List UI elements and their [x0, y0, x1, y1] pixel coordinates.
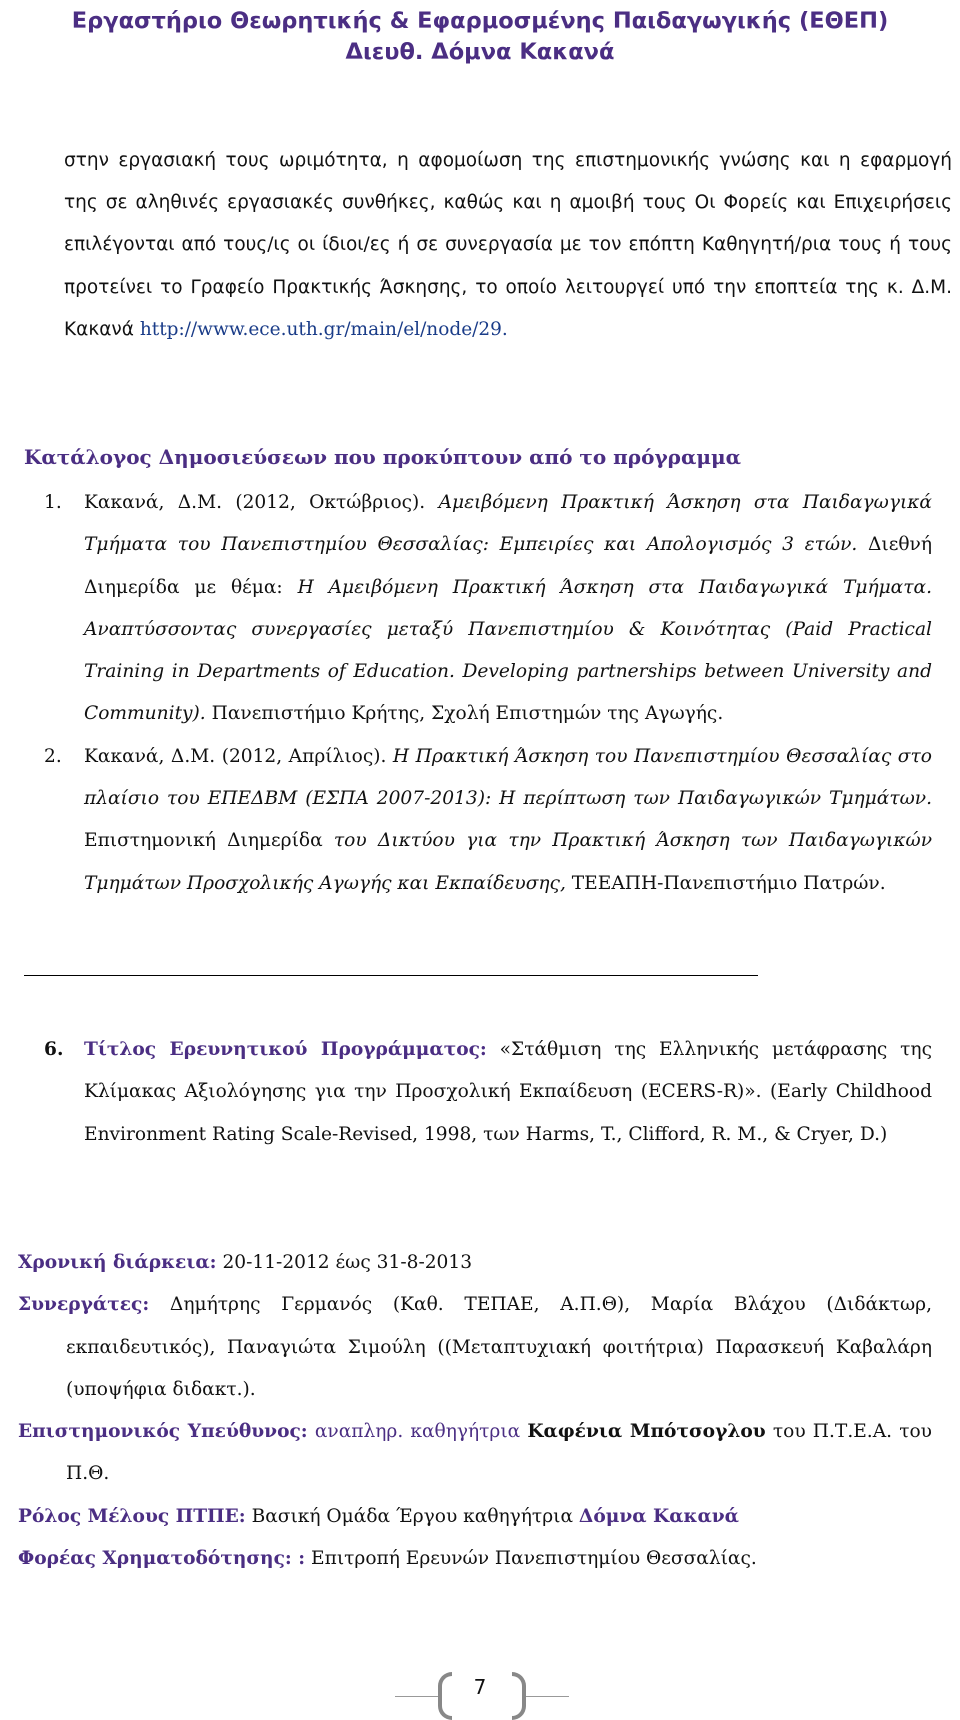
- duration-row: [18, 1242, 932, 1284]
- scientific-lead-row: [18, 1411, 932, 1496]
- publications-heading: Κατάλογος Δημοσιεύσεων που προκύπτουν από το πρόγραμμα: [24, 445, 742, 469]
- publication-author: Κακανά, Δ.Μ. (2012, Οκτώβριος).: [84, 492, 426, 513]
- publication-item: [40, 736, 932, 905]
- publication-title: Η Πρακτική Άσκηση του Πανεπιστημίου Θεσσαλίας στο πλαίσιο του ΕΠΕΔΒΜ (ΕΣΠΑ 2007-2013): Η περίπτωση των Παιδαγωγικών Τμημάτων.: [84, 745, 932, 810]
- member-name: Δόμνα Κακανά: [578, 1505, 739, 1527]
- research-title-text: «Στάθμιση της Ελληνικής μετάφρασης της Κλίμακας Αξιολόγησης για την Προσχολική Εκπαίδευση (ECERS-R)». (Early Childhood Environment Rating Scale-Revised, 1998, των Harms, T., Clifford, R. M., & Cryer, D.): [84, 1039, 932, 1145]
- page-header: [0, 6, 960, 68]
- research-program: [40, 1029, 932, 1156]
- publication-venue-title: Η Αμειβόμενη Πρακτική Άσκηση στα Παιδαγωγικά Τμήματα. Αναπτύσσοντας συνεργασίες μεταξύ Πανεπιστημίου & Κοινότητας (Paid Practical Training in Departments of Education. Developing partnerships between University and Community).: [84, 576, 932, 725]
- member-role-value: Βασική Ομάδα Έργου καθηγήτρια: [251, 1505, 573, 1527]
- publication-number: 2.: [44, 745, 62, 767]
- scientific-lead-label: Επιστημονικός Υπεύθυνος:: [18, 1421, 308, 1443]
- funding-value: Επιτροπή Ερευνών Πανεπιστημίου Θεσσαλίας.: [311, 1548, 757, 1570]
- publication-author: Κακανά, Δ.Μ. (2012, Απρίλιος).: [84, 745, 387, 767]
- page-number: 7: [473, 1675, 487, 1699]
- member-role-row: [18, 1496, 932, 1538]
- intro-link[interactable]: http://www.ece.uth.gr/main/el/node/29.: [139, 318, 508, 340]
- publication-place: ΤΕΕΑΠΗ-Πανεπιστήμιο Πατρών.: [571, 872, 886, 894]
- funding-label: Φορέας Χρηματοδότησης: :: [18, 1548, 306, 1570]
- publications-list: [40, 482, 932, 905]
- funding-row: [18, 1538, 932, 1580]
- header-director: Διευθ. Δόμνα Κακανά: [345, 39, 615, 65]
- publication-title: Αμειβόμενη Πρακτική Άσκηση στα Παιδαγωγικά Τμήματα του Πανεπιστημίου Θεσσαλίας: Εμπειρίες και Απολογισμός 3 ετών.: [84, 492, 932, 556]
- member-role-label: Ρόλος Μέλους ΠΤΠΕ:: [18, 1505, 246, 1527]
- section-number: 6.: [44, 1039, 64, 1060]
- publication-venue: Επιστημονική Διημερίδα: [84, 830, 323, 852]
- duration-value: 20-11-2012 έως 31-8-2013: [222, 1252, 473, 1273]
- header-lab-title: Εργαστήριο Θεωρητικής & Εφαρμοσμένης Παιδαγωγικής (ΕΘΕΠ): [71, 8, 889, 34]
- program-details: [18, 1242, 932, 1580]
- scientific-lead-affiliation: του Π.Τ.Ε.Α. του Π.Θ.: [66, 1421, 932, 1485]
- publication-venue: Διεθνή Διημερίδα με θέμα:: [84, 534, 932, 598]
- scientific-lead-name: Καφένια Μπότσογλου: [527, 1421, 766, 1443]
- publication-place: Πανεπιστήμιο Κρήτης, Σχολή Επιστημών της Αγωγής.: [211, 703, 724, 725]
- collaborators-row: [18, 1284, 932, 1411]
- research-title-label: Τίτλος Ερευνητικού Προγράμματος:: [84, 1039, 487, 1060]
- publication-number: 1.: [44, 492, 62, 513]
- intro-paragraph: [64, 140, 952, 351]
- publication-item: [40, 482, 932, 736]
- section-divider: [24, 975, 758, 976]
- collaborators-value: Δημήτρης Γερμανός (Καθ. ΤΕΠΑΕ, Α.Π.Θ), Μαρία Βλάχου (Διδάκτωρ, εκπαιδευτικός), Παναγιώτα Σιμούλη ((Μεταπτυχιακή φοιτήτρια) Παρασκευή Καβαλάρη (υποψήφια διδακτ.).: [66, 1294, 932, 1400]
- collaborators-label: Συνεργάτες:: [18, 1294, 150, 1316]
- publication-venue-title: του Δικτύου για την Πρακτική Άσκηση των Παιδαγωγικών Τμημάτων Προσχολικής Αγωγής και Εκπαίδευσης,: [84, 830, 932, 894]
- section-6: [40, 1029, 932, 1156]
- duration-label: Χρονική διάρκεια:: [18, 1252, 217, 1273]
- scientific-lead-role: αναπληρ. καθηγήτρια: [314, 1421, 521, 1443]
- intro-text: στην εργασιακή τους ωριμότητα, η αφομοίωση της επιστημονικής γνώσης και η εφαρμογή της σε αληθινές εργασιακές συνθήκες, καθώς και η αμοιβή τους Οι Φορείς και Επιχειρήσεις επιλέγονται από τους/ις οι ίδιοι/ες ή σε συνεργασία με τον επόπτη Καθηγητή/ρια τους ή τους προτείνει το Γραφείο Πρακτικής Άσκησης, το οποίο λειτουργεί υπό την εποπτεία της κ. Δ.Μ. Κακανά: [64, 150, 952, 340]
